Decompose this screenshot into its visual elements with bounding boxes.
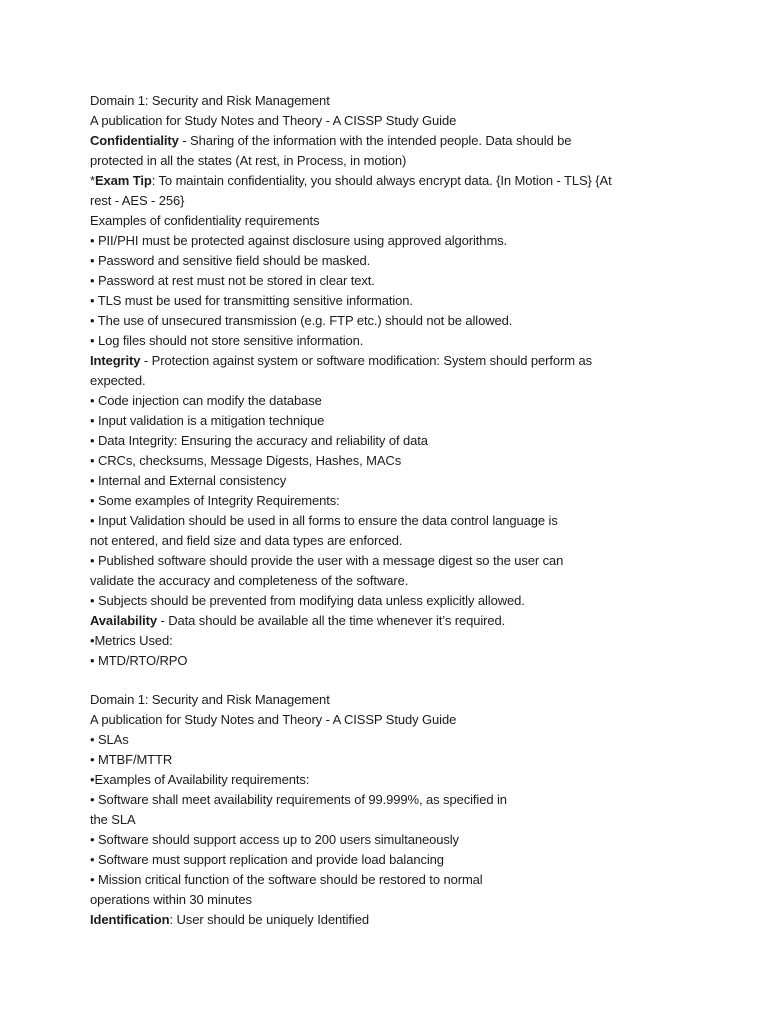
list-item: the SLA (90, 812, 136, 827)
list-item: •Examples of Availability requirements: (90, 772, 310, 787)
integrity-definition (90, 351, 690, 371)
list-item: • Data Integrity: Ensuring the accuracy and reliability of data (90, 433, 428, 448)
list-item: • Some examples of Integrity Requirements: (90, 493, 340, 508)
confidentiality-def-text: - Sharing of the information with the intended people. Data should be (178, 133, 572, 148)
list-item: • TLS must be used for transmitting sensitive information. (90, 293, 413, 308)
integrity-term: Integrity (90, 353, 141, 368)
list-item: • PII/PHI must be protected against disclosure using approved algorithms. (90, 233, 508, 248)
list-item: • Software should support access up to 200 users simultaneously (90, 832, 459, 847)
list-item: • Password and sensitive field should be masked. (90, 253, 371, 268)
list-item: • Software shall meet availability requirements of 99.999%, as specified in (90, 792, 507, 807)
section-1 (90, 91, 690, 671)
list-item: • Mission critical function of the software should be restored to normal (90, 872, 483, 887)
identification-term: Identification (90, 912, 170, 927)
list-item: • MTBF/MTTR (90, 752, 173, 767)
confidentiality-examples-heading: Examples of confidentiality requirements (90, 213, 320, 228)
page-header-subtitle: A publication for Study Notes and Theory - A CISSP Study Guide (90, 113, 457, 128)
page-header-title: Domain 1: Security and Risk Management (90, 692, 330, 707)
list-item: • Subjects should be prevented from modifying data unless explicitly allowed. (90, 593, 525, 608)
confidentiality-definition (90, 131, 690, 151)
page-header-subtitle: A publication for Study Notes and Theory - A CISSP Study Guide (90, 712, 457, 727)
integrity-def-continued: expected. (90, 373, 146, 388)
availability-definition (90, 611, 690, 631)
list-item: • Internal and External consistency (90, 473, 287, 488)
integrity-def-text: - Protection against system or software modification: System should perform as (140, 353, 593, 368)
list-item: • Input Validation should be used in all forms to ensure the data control language is (90, 513, 558, 528)
list-item: • Code injection can modify the database (90, 393, 322, 408)
exam-tip-term: Exam Tip (94, 173, 152, 188)
list-item: • SLAs (90, 732, 129, 747)
list-item: • Input validation is a mitigation technique (90, 413, 325, 428)
list-item: operations within 30 minutes (90, 892, 252, 907)
exam-tip-continued: rest - AES - 256} (90, 193, 185, 208)
list-item: not entered, and field size and data types are enforced. (90, 533, 403, 548)
exam-tip-prefix: * (90, 173, 95, 188)
identification-def-text: : User should be uniquely Identified (169, 912, 369, 927)
exam-tip-text: : To maintain confidentiality, you should always encrypt data. {In Motion - TLS} {At (151, 173, 612, 188)
confidentiality-term: Confidentiality (90, 133, 179, 148)
availability-term: Availability (90, 613, 157, 628)
list-item: • The use of unsecured transmission (e.g. FTP etc.) should not be allowed. (90, 313, 513, 328)
exam-tip (90, 171, 690, 191)
list-item: • CRCs, checksums, Message Digests, Hashes, MACs (90, 453, 402, 468)
list-item: • Password at rest must not be stored in clear text. (90, 273, 375, 288)
list-item: •Metrics Used: (90, 633, 173, 648)
identification-definition (90, 910, 690, 930)
list-item: • Published software should provide the user with a message digest so the user can (90, 553, 564, 568)
list-item: • MTD/RTO/RPO (90, 653, 188, 668)
availability-def-text: - Data should be available all the time whenever it’s required. (156, 613, 506, 628)
section-2 (90, 690, 690, 930)
list-item: validate the accuracy and completeness of the software. (90, 573, 409, 588)
list-item: • Log files should not store sensitive information. (90, 333, 364, 348)
page-header-title: Domain 1: Security and Risk Management (90, 93, 330, 108)
confidentiality-def-continued: protected in all the states (At rest, in Process, in motion) (90, 153, 407, 168)
list-item: • Software must support replication and provide load balancing (90, 852, 444, 867)
